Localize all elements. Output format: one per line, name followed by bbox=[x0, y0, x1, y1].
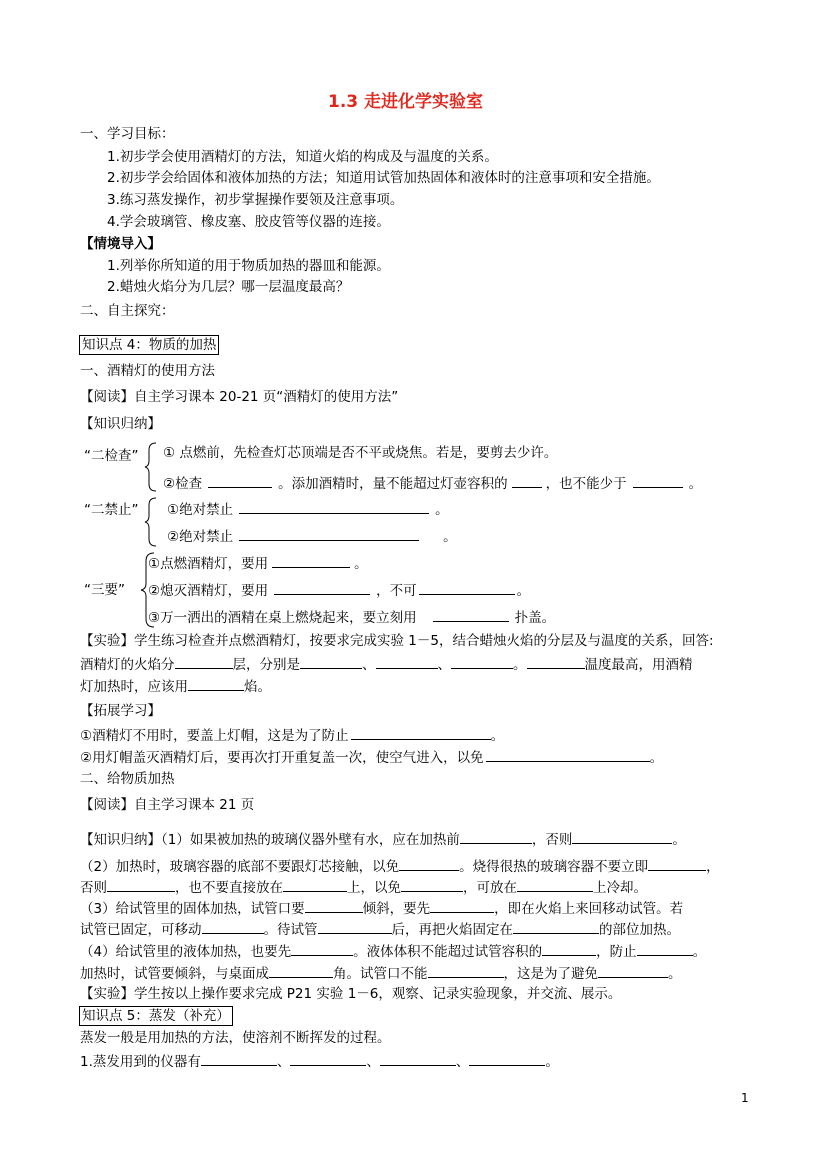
blank[interactable] bbox=[283, 877, 347, 892]
intro-item-1: 1.列举你所知道的用于物质加热的器皿和能源。 bbox=[107, 258, 390, 274]
goal-3: 3.练习蒸发操作，初步掌握操作要领及注意事项。 bbox=[107, 192, 404, 208]
extend-heading: 【拓展学习】 bbox=[80, 703, 161, 719]
blank[interactable] bbox=[208, 473, 272, 488]
experiment-1-line-1: 【实验】学生练习检查并点燃酒精灯，按要求完成实验 1－5，结合蜡烛火焰的分层及与温度的关系，回答: bbox=[80, 633, 714, 649]
knowledge-point-5: 知识点 5：蒸发（补充） bbox=[79, 1006, 233, 1026]
goal-1: 1.初步学会使用酒精灯的方法，知道火焰的构成及与温度的关系。 bbox=[107, 149, 498, 165]
blank[interactable] bbox=[419, 580, 515, 595]
must-line-3: ③万一洒出的酒精在桌上燃烧起来，要立刻用 扑盖。 bbox=[148, 607, 555, 628]
blank[interactable] bbox=[430, 898, 494, 913]
blank[interactable] bbox=[486, 747, 650, 762]
blank[interactable] bbox=[598, 963, 668, 978]
evaporation-definition: 蒸发一般是用加热的方法，使溶剂不断挥发的过程。 bbox=[80, 1030, 391, 1046]
explore-heading: 二、自主探究： bbox=[80, 303, 175, 319]
experiment-1-line-3: 灯加热时，应该用 焰。 bbox=[80, 676, 271, 697]
blank[interactable] bbox=[318, 919, 392, 934]
blank[interactable] bbox=[572, 829, 672, 844]
blank[interactable] bbox=[274, 580, 370, 595]
forbid-line-2: ②绝对禁止 。 bbox=[167, 526, 457, 547]
goals-heading: 一、学习目标： bbox=[80, 126, 175, 142]
blank[interactable] bbox=[291, 941, 353, 956]
forbid-label: “二禁止” bbox=[84, 502, 139, 518]
reading-2: 【阅读】自主学习课本 21 页 bbox=[80, 797, 255, 813]
experiment-1-line-2: 酒精灯的火焰分 层，分别是 、 、 。 温度最高，用酒精 bbox=[80, 654, 693, 675]
knowledge-point-4: 知识点 4：物质的加热 bbox=[79, 335, 219, 355]
blank[interactable] bbox=[527, 654, 585, 669]
blank[interactable] bbox=[399, 856, 459, 871]
intro-item-2: 2.蜡烛火焰分为几层？哪一层温度最高？ bbox=[107, 279, 350, 295]
blank[interactable] bbox=[175, 654, 233, 669]
knowledge-1: 【知识归纳】（1）如果被加热的玻璃仪器外壁有水，应在加热前 ，否则 。 bbox=[80, 829, 686, 850]
section-1-heading: 一、酒精灯的使用方法 bbox=[80, 363, 215, 379]
blank[interactable] bbox=[272, 553, 350, 568]
knowledge-3-line-1: （3）给试管里的固体加热，试管口要 倾斜，要先 ，即在火焰上来回移动试管。若 bbox=[80, 898, 683, 919]
page-number: 1 bbox=[741, 1091, 749, 1105]
blank[interactable] bbox=[637, 941, 693, 956]
summary-heading: 【知识归纳】 bbox=[80, 416, 161, 432]
check-label: “二检查” bbox=[84, 448, 139, 464]
page-title: 1.3 走进化学实验室 bbox=[328, 92, 484, 112]
knowledge-3-line-2: 试管已固定，可移动 。待试管 后，再把火焰固定在 的部位加热。 bbox=[80, 919, 680, 940]
blank[interactable] bbox=[451, 654, 513, 669]
blank[interactable] bbox=[401, 877, 463, 892]
intro-heading: 【情境导入】 bbox=[80, 236, 161, 252]
blank[interactable] bbox=[460, 829, 532, 844]
forbid-brace bbox=[144, 497, 158, 547]
blank[interactable] bbox=[633, 473, 683, 488]
blank[interactable] bbox=[107, 877, 175, 892]
experiment-2: 【实验】学生按以上操作要求完成 P21 实验 1－6，观察、记录实验现象，并交流、展示。 bbox=[80, 986, 622, 1002]
evaporation-instruments: 1.蒸发用到的仪器有 、 、 、 。 bbox=[80, 1051, 559, 1072]
knowledge-4-line-2: 加热时，试管要倾斜，与桌面成 角。试管口不能 ，这是为了避免 。 bbox=[80, 963, 682, 984]
blank[interactable] bbox=[433, 607, 509, 622]
knowledge-4-line-1: （4）给试管里的液体加热，也要先 。液体体积不能超过试管容积的 ，防止 。 bbox=[80, 941, 706, 962]
section-2-heading: 二、给物质加热 bbox=[80, 771, 175, 787]
blank[interactable] bbox=[380, 1051, 456, 1066]
blank[interactable] bbox=[201, 1051, 277, 1066]
forbid-line-1: ①绝对禁止 。 bbox=[167, 499, 449, 520]
must-label: “三要” bbox=[84, 582, 125, 598]
blank[interactable] bbox=[648, 856, 706, 871]
blank[interactable] bbox=[428, 963, 504, 978]
blank[interactable] bbox=[542, 941, 596, 956]
reading-1: 【阅读】自主学习课本 20-21 页“酒精灯的使用方法” bbox=[80, 389, 399, 405]
blank[interactable] bbox=[513, 919, 599, 934]
check-line-2: ②检查 。添加酒精时，量不能超过灯壶容积的 ，也不能少于 。 bbox=[163, 473, 702, 494]
blank[interactable] bbox=[239, 499, 429, 514]
blank[interactable] bbox=[351, 725, 491, 740]
blank[interactable] bbox=[517, 877, 593, 892]
blank[interactable] bbox=[305, 898, 363, 913]
must-line-2: ②熄灭酒精灯，要用 ，不可 。 bbox=[148, 580, 530, 601]
goal-4: 4.学会玻璃管、橡皮塞、胶皮管等仪器的连接。 bbox=[107, 214, 390, 230]
blank[interactable] bbox=[269, 963, 333, 978]
blank[interactable] bbox=[512, 473, 542, 488]
check-line-1: ① 点燃前，先检查灯芯顶端是否不平或烧焦。若是，要剪去少许。 bbox=[163, 445, 558, 461]
check-brace bbox=[144, 442, 158, 492]
blank[interactable] bbox=[188, 676, 244, 691]
knowledge-2-line-2: 否则 ，也不要直接放在 上，以免 ，可放在 上冷却。 bbox=[80, 877, 647, 898]
blank[interactable] bbox=[290, 1051, 366, 1066]
blank[interactable] bbox=[300, 654, 362, 669]
blank[interactable] bbox=[376, 654, 438, 669]
blank[interactable] bbox=[469, 1051, 545, 1066]
goal-2: 2.初步学会给固体和液体加热的方法；知道用试管加热固体和液体时的注意事项和安全措施。 bbox=[107, 170, 660, 186]
extend-line-1: ①酒精灯不用时，要盖上灯帽，这是为了防止 。 bbox=[80, 725, 504, 746]
blank[interactable] bbox=[239, 526, 419, 541]
extend-line-2: ②用灯帽盖灭酒精灯后，要再次打开重复盖一次，使空气进入，以免 。 bbox=[80, 747, 663, 768]
knowledge-2-line-1: （2）加热时，玻璃容器的底部不要跟灯芯接触，以免 。烧得很热的玻璃容器不要立即 ， bbox=[80, 856, 720, 877]
must-line-1: ①点燃酒精灯，要用 。 bbox=[148, 553, 368, 574]
blank[interactable] bbox=[202, 919, 264, 934]
